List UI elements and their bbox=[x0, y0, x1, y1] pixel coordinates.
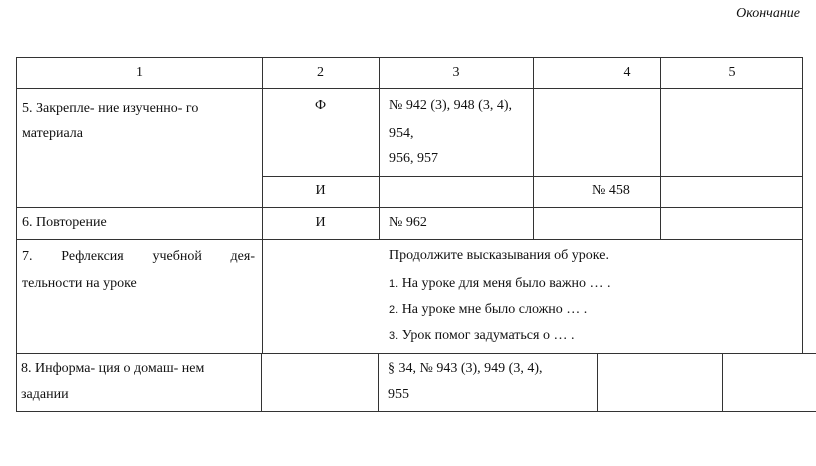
item-number: 3. bbox=[389, 330, 399, 342]
header-cell-3: 3 bbox=[452, 65, 460, 80]
row-divider bbox=[16, 353, 816, 354]
form-cell-6: И bbox=[315, 215, 326, 230]
col-divider bbox=[533, 58, 534, 240]
tasks-cell-8-line1: § 34, № 943 (3), 949 (3, 4), bbox=[388, 361, 543, 376]
continuation-label: Окончание bbox=[736, 6, 800, 21]
item-number: 1. bbox=[389, 278, 399, 290]
tasks-cell-5b-col4: № 458 bbox=[592, 183, 630, 198]
stage-word: дея- bbox=[230, 249, 255, 264]
stage-cell-5-line2: материала bbox=[22, 126, 83, 141]
item-text: На уроке мне было сложно … . bbox=[401, 302, 588, 317]
stage-cell-8-line2: задании bbox=[21, 387, 69, 402]
header-cell-5: 5 bbox=[728, 65, 736, 80]
row-divider bbox=[17, 207, 803, 208]
tasks-cell-5a-line3: 956, 957 bbox=[389, 151, 438, 166]
item-text: Урок помог задуматься о … . bbox=[401, 328, 575, 343]
tasks-cell-5a-line2: 954, bbox=[389, 126, 414, 141]
stage-cell-7-line1 bbox=[22, 249, 255, 265]
row-divider bbox=[16, 411, 816, 412]
reflection-item-2 bbox=[389, 303, 587, 317]
col-divider bbox=[379, 58, 380, 240]
stage-word: учебной bbox=[152, 249, 202, 264]
reflection-item-3 bbox=[389, 329, 574, 343]
col-divider bbox=[16, 353, 17, 412]
row-divider bbox=[17, 239, 803, 240]
reflection-item-1 bbox=[389, 277, 611, 291]
header-cell-1: 1 bbox=[136, 65, 143, 80]
header-cell-4: 4 bbox=[623, 65, 631, 80]
stage-cell-6: 6. Повторение bbox=[22, 215, 107, 230]
col-divider bbox=[597, 353, 598, 412]
stage-cell-5-line1: 5. Закрепле- ние изученно- го bbox=[22, 101, 199, 116]
form-cell-5b: И bbox=[315, 183, 326, 198]
row-divider bbox=[17, 88, 803, 89]
col-divider bbox=[261, 353, 262, 412]
col-divider bbox=[378, 353, 379, 412]
form-cell-5a: Ф bbox=[314, 98, 327, 113]
tasks-cell-5a-line1: № 942 (3), 948 (3, 4), bbox=[389, 98, 513, 113]
stage-word: Рефлексия bbox=[61, 249, 124, 264]
lesson-plan-table bbox=[16, 57, 803, 354]
header-cell-2: 2 bbox=[317, 65, 324, 80]
stage-cell-8-line1: 8. Информа- ция о домаш- нем bbox=[21, 361, 205, 376]
tasks-cell-6: № 962 bbox=[389, 215, 427, 230]
stage-word: 7. bbox=[22, 249, 33, 264]
item-number: 2. bbox=[389, 304, 399, 316]
col-divider bbox=[722, 353, 723, 412]
item-text: На уроке для меня было важно … . bbox=[401, 276, 611, 291]
col-divider bbox=[660, 58, 661, 240]
stage-cell-7-line2: тельности на уроке bbox=[22, 276, 137, 291]
reflection-prompt: Продолжите высказывания об уроке. bbox=[389, 248, 609, 263]
tasks-cell-8-line2: 955 bbox=[388, 387, 409, 402]
